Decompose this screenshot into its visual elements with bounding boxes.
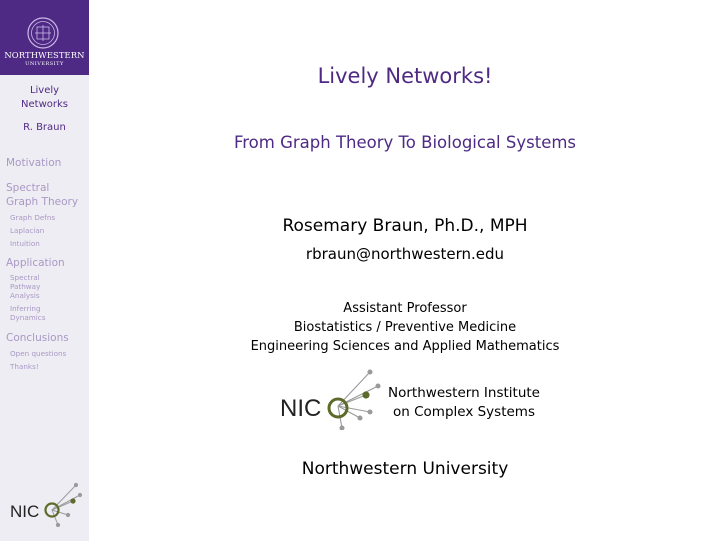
svg-text:NIC: NIC [10, 502, 40, 521]
toc-thanks[interactable]: Thanks! [10, 362, 39, 371]
toc-spectral-pathway-analysis-line3[interactable]: Analysis [10, 291, 40, 300]
toc-motivation[interactable]: Motivation [6, 157, 62, 169]
logo-subtext: UNIVERSITY [25, 61, 64, 67]
seal-icon [27, 17, 59, 49]
toc-graph-defns[interactable]: Graph Defns [10, 213, 56, 222]
slide-subtitle: From Graph Theory To Biological Systems [233, 133, 577, 152]
affiliation-line3: Engineering Sciences and Applied Mathematics [250, 339, 560, 354]
nico-logo-small-icon [8, 481, 84, 527]
toc-inferring-dynamics-line2[interactable]: Dynamics [10, 313, 46, 322]
toc-open-questions[interactable]: Open questions [10, 349, 67, 358]
affiliation-line1: Assistant Professor [343, 301, 467, 316]
university-name: Northwestern University [301, 459, 509, 479]
toc-spectral-pathway-analysis-line2[interactable]: Pathway [10, 282, 41, 291]
institute-line1: Northwestern Institute [388, 385, 540, 401]
author-name: Rosemary Braun, Ph.D., MPH [282, 216, 528, 236]
short-title-line2[interactable]: Networks [21, 99, 68, 110]
affiliation-line2: Biostatistics / Preventive Medicine [293, 320, 517, 335]
affiliation [200, 299, 610, 356]
logo-wordmark: NORTHWESTERN [4, 50, 85, 60]
short-author[interactable]: R. Braun [23, 122, 66, 133]
sidebar [0, 0, 89, 541]
toc-spectral-graph-theory-line2[interactable]: Graph Theory [6, 196, 79, 208]
toc-inferring-dynamics-line1[interactable]: Inferring [10, 304, 41, 313]
institute-line2: on Complex Systems [393, 404, 535, 420]
svg-text:NIC: NIC [280, 395, 322, 422]
institute-name [370, 384, 558, 422]
toc-spectral-pathway-analysis-line1[interactable]: Spectral [10, 273, 40, 282]
northwestern-logo [0, 0, 89, 75]
short-title-line1[interactable]: Lively [29, 85, 60, 96]
author-email[interactable]: rbraun@northwestern.edu [305, 245, 505, 263]
toc-conclusions[interactable]: Conclusions [6, 332, 69, 344]
toc-spectral-graph-theory-line1[interactable]: Spectral [6, 182, 50, 194]
toc-application[interactable]: Application [6, 257, 65, 269]
toc-laplacian[interactable]: Laplacian [10, 226, 45, 235]
toc-intuition[interactable]: Intuition [10, 239, 40, 248]
slide-title: Lively Networks! [317, 64, 493, 88]
table-of-contents [6, 156, 78, 373]
